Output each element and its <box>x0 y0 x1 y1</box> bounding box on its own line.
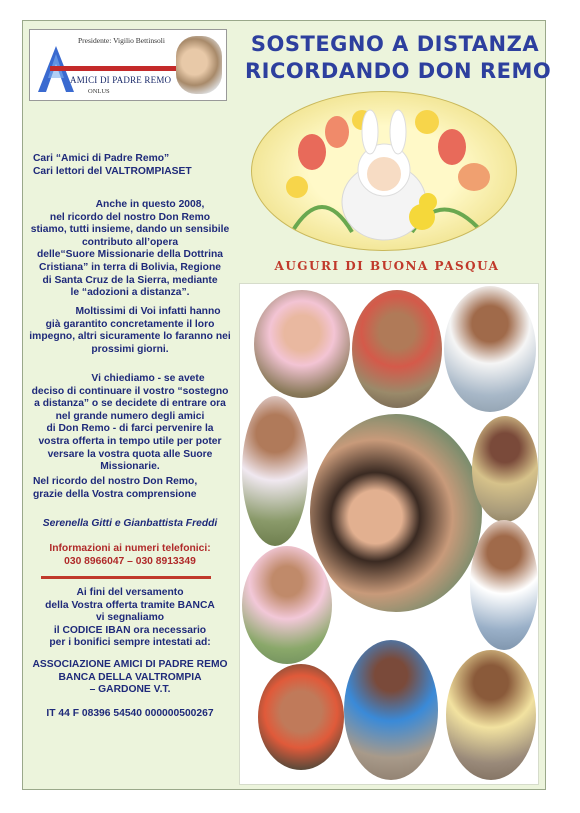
letter-line: impegno, altri sicuramente lo faranno nei <box>29 331 231 343</box>
letter-line: delle“Suore Missionarie della Dottrina <box>37 249 223 261</box>
info-numbers: 030 8966047 – 030 8913349 <box>64 555 196 567</box>
children-photo-collage <box>239 283 539 785</box>
photo-child-7 <box>258 664 344 770</box>
logo-red-bar <box>50 66 176 71</box>
page-title <box>245 31 552 85</box>
logo-portrait-photo <box>176 36 222 94</box>
letter-line: deciso di continuare il vostro “sostegno <box>31 385 229 397</box>
photo-child-5 <box>242 546 332 664</box>
title-line-1: SOSTEGNO A DISTANZA <box>250 32 540 56</box>
photo-child-3 <box>242 396 308 546</box>
letter-line: Nel ricordo del nostro Don Remo, <box>33 476 198 487</box>
letter-line: di Don Remo - di farci pervenire la <box>46 423 214 435</box>
letter-line: vostra offerta in tempo utile per poter <box>38 435 222 447</box>
letter-paragraph-1 <box>25 199 235 300</box>
bank-line: vi segnaliamo <box>95 612 165 624</box>
photo-child-1 <box>254 290 350 398</box>
logo-name: AMICI DI PADRE REMO <box>70 75 172 85</box>
letter-paragraph-3 <box>25 373 235 474</box>
photo-woman <box>444 286 536 412</box>
bank-line: Ai fini del versamento <box>76 587 184 598</box>
logo-president: Presidente: Vigilio Bettinsoli <box>78 36 165 45</box>
newsletter-page <box>22 20 552 790</box>
iban: IT 44 F 08396 54540 000000500267 <box>46 708 214 719</box>
letter-line: contributo all’opera <box>81 236 179 248</box>
title-line-2: RICORDANDO DON REMO <box>245 59 552 83</box>
recipient-line: ASSOCIAZIONE AMICI DI PADRE REMO <box>32 659 228 670</box>
photo-child-2 <box>352 290 442 408</box>
letter-line: a distanza” o se decidete di entrare ora <box>34 398 226 410</box>
salutation-line-1: Cari “Amici di Padre Remo” <box>33 153 170 164</box>
photo-don-remo-with-baby <box>310 414 482 612</box>
letter-line: Missionarie. <box>100 461 160 473</box>
easter-greeting: AUGURI DI BUONA PASQUA <box>274 259 500 273</box>
bank-line: il CODICE IBAN ora necessario <box>53 624 207 636</box>
recipient-line: – GARDONE V.T. <box>89 684 171 696</box>
letter-line: le “adozioni a distanza”. <box>70 287 190 299</box>
bank-instructions <box>25 587 235 650</box>
photo-child-4 <box>472 416 538 522</box>
photo-child-6 <box>470 520 538 650</box>
photo-child-9 <box>446 650 536 780</box>
letter-line: Anche in questo 2008, <box>95 199 205 210</box>
signature: Serenella Gitti e Gianbattista Freddi <box>42 518 218 529</box>
salutation <box>33 153 233 178</box>
letter-line: già garantito concretamente il loro <box>45 318 215 330</box>
letter-line: di Santa Cruz de la Sierra, mediante <box>42 274 218 286</box>
info-block <box>25 543 235 568</box>
info-label: Informazioni ai numeri telefonici: <box>49 543 211 554</box>
bank-line: per i bonifici sempre intestati ad: <box>49 637 211 649</box>
letter-line: grazie della Vostra comprensione <box>33 488 197 500</box>
letter-line: Cristiana” in terra di Bolivia, Regione <box>39 261 221 273</box>
letter-paragraph-2 <box>25 306 235 356</box>
letter-paragraph-4 <box>33 476 233 501</box>
divider-rule <box>41 576 211 579</box>
recipient-line: BANCA DELLA VALTROMPIA <box>58 671 202 683</box>
logo-onlus: ONLUS <box>88 88 110 95</box>
letter-line: nel ricordo del nostro Don Remo <box>49 211 211 223</box>
recipient-block <box>25 659 235 697</box>
letter-line: stiamo, tutti insieme, dando un sensibile <box>30 224 230 236</box>
letter-line: nel grande numero degli amici <box>55 410 205 422</box>
letter-line: versare la vostra quota alle Suore <box>47 448 213 460</box>
bank-line: della Vostra offerta tramite BANCA <box>45 599 215 611</box>
letter-line: prossimi giorni. <box>91 343 169 355</box>
association-logo <box>29 29 227 101</box>
easter-illustration <box>251 91 517 251</box>
photo-child-8 <box>344 640 438 780</box>
letter-line: Moltissimi di Voi infatti hanno <box>75 306 221 317</box>
salutation-line-2: Cari lettori del VALTROMPIASET <box>33 165 192 177</box>
letter-line: Vi chiediamo - se avete <box>91 373 205 384</box>
